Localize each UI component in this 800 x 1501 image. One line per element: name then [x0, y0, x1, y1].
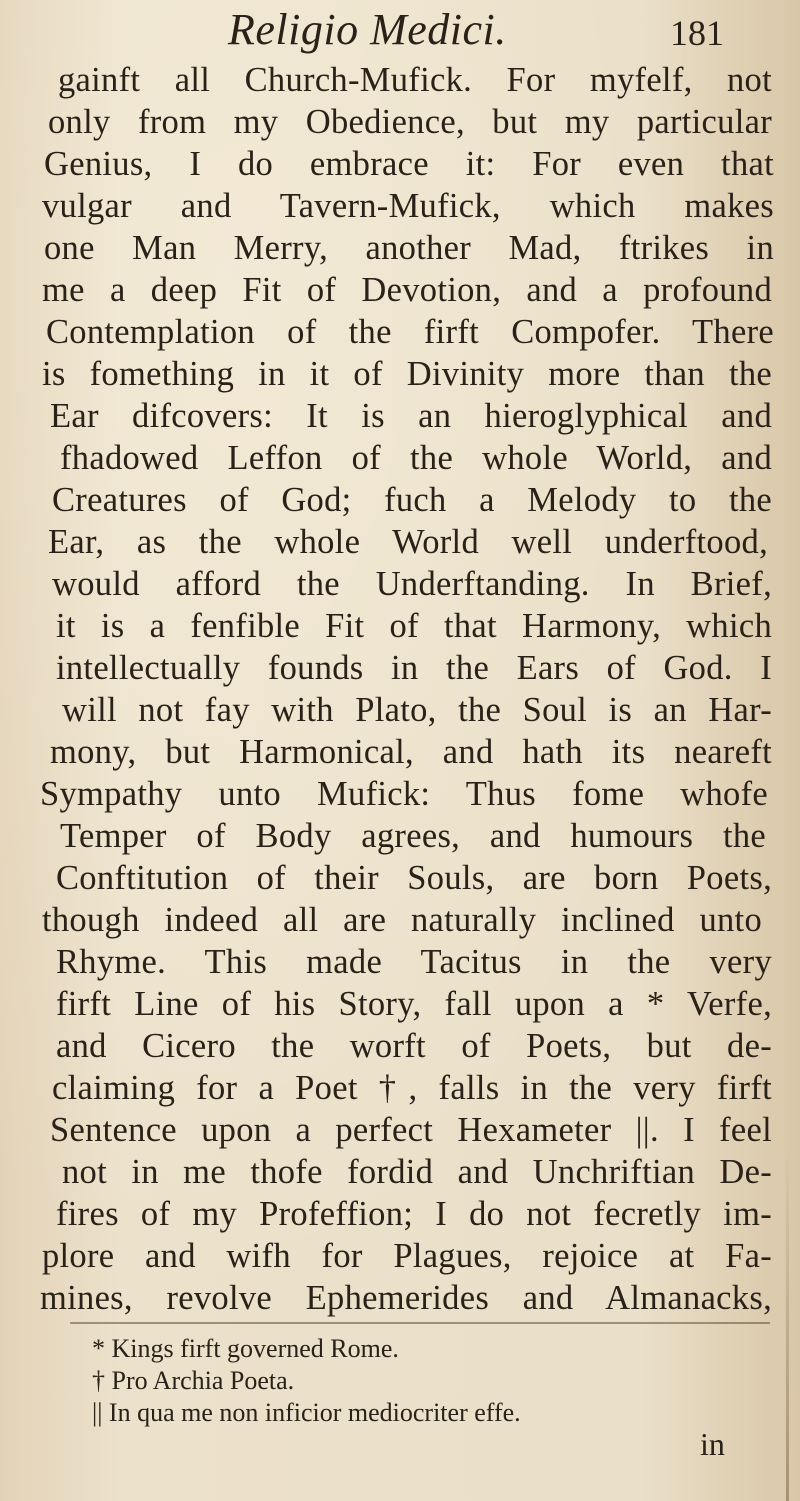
text-line: Rhyme. This made Tacitus in the very [56, 943, 772, 981]
footnote: † Pro Archia Poeta. [92, 1366, 295, 1395]
text-line: intellectually founds in the Ears of God. I [56, 649, 772, 687]
page-header [0, 4, 800, 64]
text-line: firft Line of his Story, fall upon a * Verfe, [56, 985, 772, 1023]
page-number: 181 [670, 13, 724, 53]
text-line: and Cicero the worft of Poets, but de- [56, 1027, 772, 1065]
text-line: Sentence upon a perfect Hexameter ||. I feel [50, 1111, 772, 1149]
text-line: mony, but Harmonical, and hath its neareft [50, 733, 772, 771]
page-edge-shadow [786, 1150, 789, 1501]
text-line: me a deep Fit of Devotion, and a profound [42, 271, 772, 309]
text-line: mines, revolve Ephemerides and Almanacks, [40, 1279, 772, 1317]
text-line: is fomething in it of Divinity more than the [42, 355, 772, 393]
running-title: Religio Medici. [228, 5, 507, 54]
footnote: || In qua me non inficior mediocriter effe. [92, 1398, 521, 1427]
text-line: Sympathy unto Mufick: Thus fome whofe [40, 775, 768, 813]
footnote-divider [70, 1322, 770, 1324]
text-line: it is a fenfible Fit of that Harmony, which [56, 607, 772, 645]
text-line: Ear, as the whole World well underftood, [48, 523, 768, 561]
text-line: though indeed all are naturally inclined unto [42, 901, 762, 939]
text-line: only from my Obedience, but my particular [48, 103, 772, 141]
text-line: gainft all Church-Mufick. For myfelf, not [58, 61, 772, 99]
text-line: claiming for a Poet †, falls in the very firft [52, 1069, 772, 1107]
text-line: Temper of Body agrees, and humours the [60, 817, 766, 855]
text-line: vulgar and Tavern-Mufick, which makes [42, 187, 774, 225]
footnote: * Kings firft governed Rome. [92, 1334, 399, 1363]
text-line: will not fay with Plato, the Soul is an Har- [62, 691, 772, 729]
catchword: in [700, 1426, 725, 1462]
text-line: one Man Merry, another Mad, ftrikes in [44, 229, 774, 267]
text-line: Conftitution of their Souls, are born Poets, [56, 859, 772, 897]
text-line: Creatures of God; fuch a Melody to the [52, 481, 772, 519]
text-line: Genius, I do embrace it: For even that [44, 145, 774, 183]
text-line: fires of my Profeffion; I do not fecretly im- [56, 1195, 772, 1233]
text-line: not in me thofe fordid and Unchriftian De- [62, 1153, 772, 1191]
text-line: Contemplation of the firft Compofer. There [46, 313, 774, 351]
text-line: plore and wifh for Plagues, rejoice at Fa- [42, 1237, 772, 1275]
text-line: Ear difcovers: It is an hieroglyphical and [50, 397, 772, 435]
text-line: fhadowed Leffon of the whole World, and [60, 439, 772, 477]
text-line: would afford the Underftanding. In Brief, [52, 565, 772, 603]
